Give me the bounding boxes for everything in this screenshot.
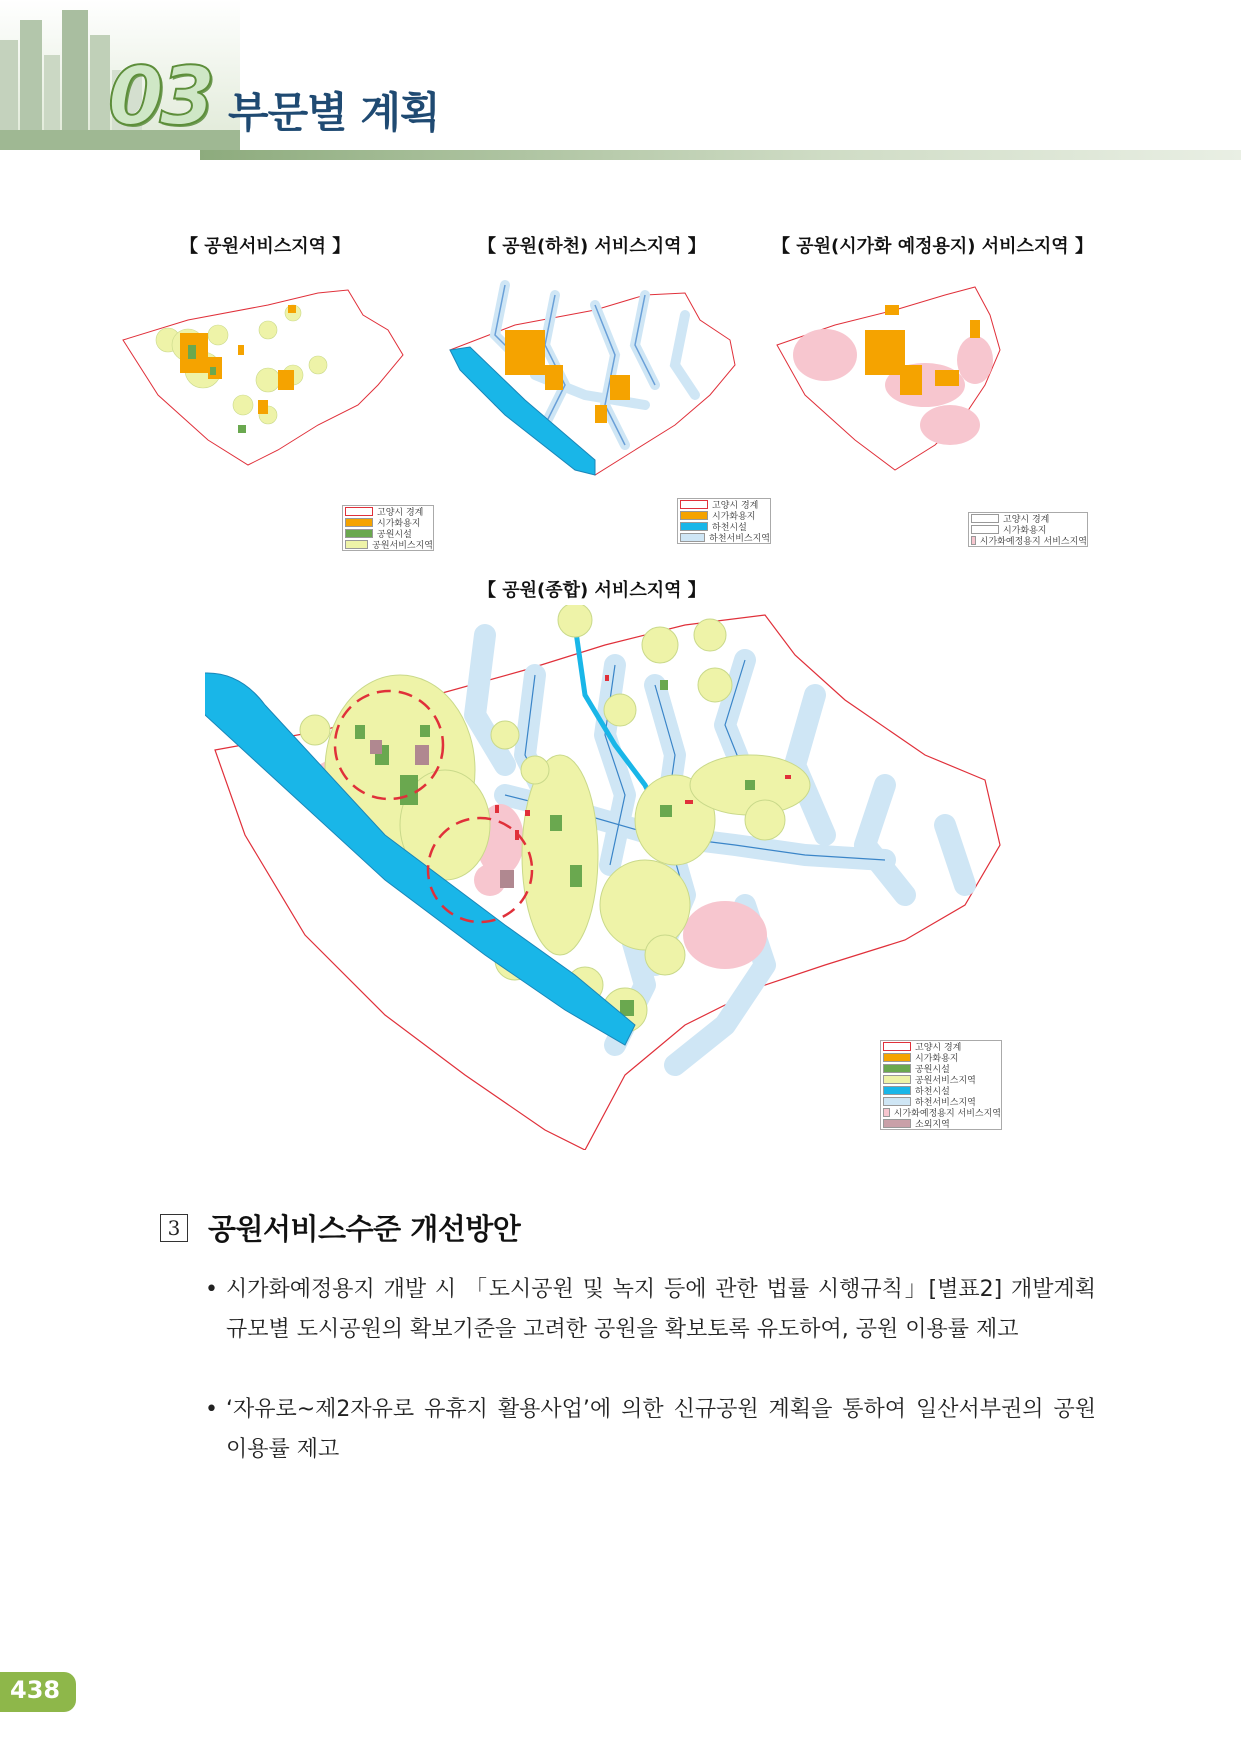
legend-label: 소외지역 bbox=[915, 1120, 950, 1130]
legend-label: 공원시설 bbox=[377, 530, 412, 540]
legend-label: 시가화용지 bbox=[915, 1054, 959, 1064]
river-service-map bbox=[445, 275, 745, 485]
legend-label: 하천시설 bbox=[915, 1087, 950, 1097]
legend-swatch bbox=[680, 533, 705, 542]
planned-urban-service-map-title: 【 공원(시가화 예정용지) 서비스지역 】 bbox=[772, 236, 1093, 257]
legend-swatch bbox=[883, 1097, 911, 1106]
chapter-title: 부문별 계획 bbox=[228, 88, 440, 137]
legend-swatch bbox=[883, 1086, 911, 1095]
bullet-item bbox=[205, 1390, 1096, 1470]
bullet-text: ‘자유로~제2자유로 유휴지 활용사업’에 의한 신규공원 계획을 통하여 일산서부권의 공원 이용률 제고 bbox=[226, 1397, 1096, 1462]
page-number: 438 bbox=[10, 1676, 61, 1704]
legend-label: 고양시 경계 bbox=[1003, 515, 1050, 525]
legend-label: 시가화예정용지 서비스지역 bbox=[979, 537, 1087, 547]
legend-item bbox=[881, 1118, 1001, 1129]
park-service-map bbox=[118, 275, 408, 470]
legend-label: 공원서비스지역 bbox=[915, 1076, 976, 1086]
legend-swatch bbox=[345, 507, 373, 516]
bullet-item bbox=[205, 1270, 1096, 1350]
legend-label: 시가화용지 bbox=[377, 519, 421, 529]
bullet-text: 시가화예정용지 개발 시 「도시공원 및 녹지 등에 관한 법률 시행규칙」[별표2] 개발계획 규모별 도시공원의 확보기준을 고려한 공원을 확보토록 유도하여, 공원 이용률 제고 bbox=[226, 1277, 1096, 1342]
legend-swatch bbox=[345, 518, 373, 527]
legend-swatch bbox=[971, 525, 999, 534]
legend-label: 시가화용지 bbox=[1003, 526, 1047, 536]
combined-service-map-title: 【 공원(종합) 서비스지역 】 bbox=[478, 580, 706, 601]
chapter-header bbox=[0, 0, 1241, 165]
park-service-legend bbox=[342, 505, 434, 551]
legend-swatch bbox=[971, 514, 999, 523]
legend-swatch bbox=[883, 1075, 911, 1084]
legend-swatch bbox=[883, 1119, 911, 1128]
legend-label: 공원시설 bbox=[915, 1065, 950, 1075]
bullet-dot-icon: • bbox=[205, 1277, 218, 1302]
section-title: 공원서비스수준 개선방안 bbox=[208, 1212, 521, 1246]
legend-swatch bbox=[883, 1108, 890, 1117]
header-divider bbox=[200, 150, 1241, 160]
legend-item bbox=[969, 535, 1087, 546]
legend-swatch bbox=[883, 1053, 911, 1062]
river-service-map-title: 【 공원(하천) 서비스지역 】 bbox=[478, 236, 706, 257]
legend-swatch bbox=[883, 1064, 911, 1073]
legend-swatch bbox=[680, 511, 708, 520]
legend-swatch bbox=[345, 529, 373, 538]
legend-swatch bbox=[345, 540, 368, 549]
bullet-dot-icon: • bbox=[205, 1397, 218, 1422]
chapter-number: 03 bbox=[108, 50, 212, 143]
legend-swatch bbox=[883, 1042, 911, 1051]
legend-label: 하천서비스지역 bbox=[709, 534, 770, 544]
legend-label: 고양시 경계 bbox=[377, 508, 424, 518]
legend-label: 고양시 경계 bbox=[712, 501, 759, 511]
legend-label: 시가화용지 bbox=[712, 512, 756, 522]
legend-swatch bbox=[971, 536, 976, 545]
legend-label: 하천시설 bbox=[712, 523, 747, 533]
legend-label: 고양시 경계 bbox=[915, 1043, 962, 1053]
planned-urban-service-map bbox=[775, 275, 1015, 485]
legend-swatch bbox=[680, 522, 708, 531]
river-service-legend bbox=[677, 498, 771, 544]
planned-urban-service-legend bbox=[968, 512, 1088, 547]
section-heading bbox=[160, 1207, 520, 1248]
legend-item bbox=[343, 539, 433, 550]
legend-label: 하천서비스지역 bbox=[915, 1098, 976, 1108]
legend-swatch bbox=[680, 500, 708, 509]
combined-service-legend bbox=[880, 1040, 1002, 1130]
legend-label: 시가화예정용지 서비스지역 bbox=[893, 1109, 1001, 1119]
section-number: 3 bbox=[160, 1214, 188, 1242]
legend-item bbox=[678, 532, 770, 543]
legend-label: 공원서비스지역 bbox=[372, 541, 433, 551]
park-service-map-title: 【 공원서비스지역 】 bbox=[180, 236, 351, 257]
